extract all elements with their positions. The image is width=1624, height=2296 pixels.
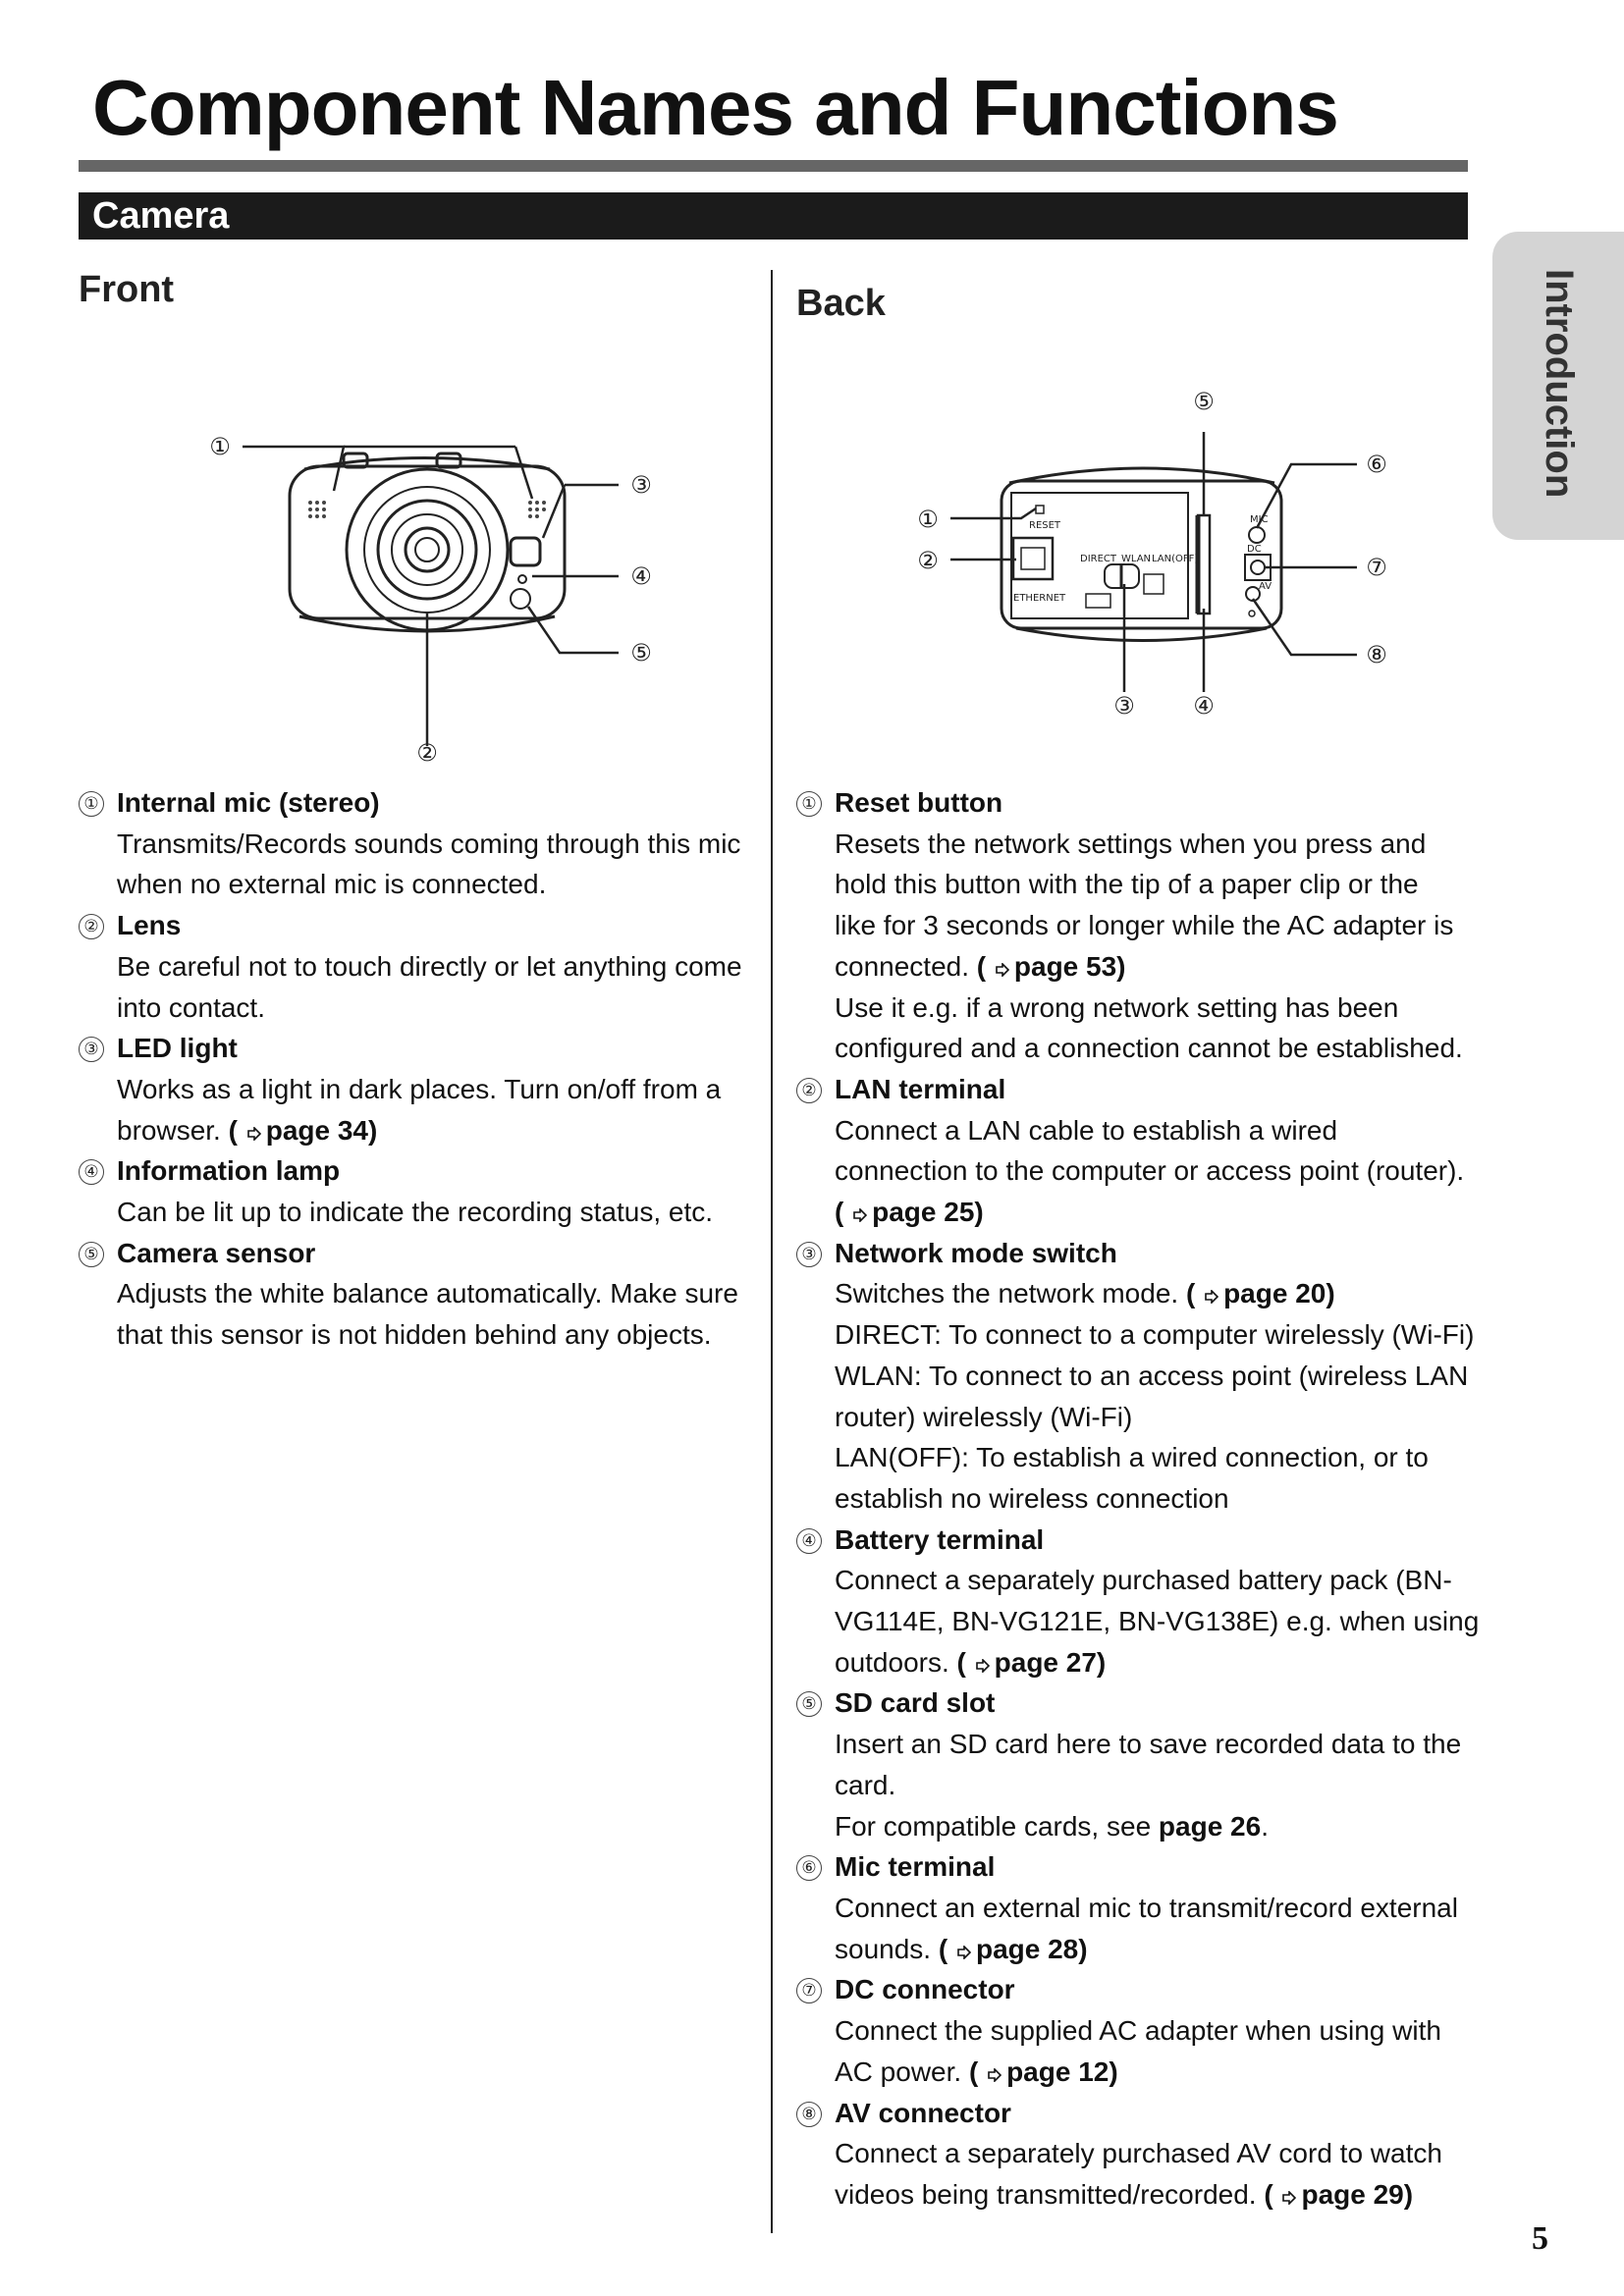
page-ref-link[interactable]: ( page 53) bbox=[976, 950, 1126, 982]
item-number: ⑦ bbox=[796, 1978, 822, 2003]
item-title: DC connector bbox=[835, 1974, 1015, 2005]
side-tab-label: Introduction bbox=[1538, 269, 1581, 499]
section-bar bbox=[79, 192, 1468, 240]
side-tab[interactable] bbox=[1492, 232, 1624, 540]
item-line: router) wirelessly (Wi-Fi) bbox=[835, 1401, 1133, 1432]
section-title: Camera bbox=[92, 195, 230, 237]
column-divider bbox=[771, 270, 773, 2233]
back-callout-4: ④ bbox=[1193, 692, 1215, 720]
item-number: ① bbox=[796, 791, 822, 817]
item-number: ④ bbox=[79, 1159, 104, 1185]
front-camera-diagram bbox=[187, 412, 677, 766]
item-line: Connect an external mic to transmit/record external bbox=[835, 1892, 1458, 1923]
item-title: Lens bbox=[117, 910, 182, 941]
item-line bbox=[835, 2052, 1484, 2093]
panel-label-direct: DIRECT bbox=[1080, 554, 1117, 564]
list-item bbox=[79, 905, 756, 1028]
front-leader-lines bbox=[243, 447, 619, 746]
back-heading: Back bbox=[796, 283, 886, 324]
item-line: Resets the network settings when you press and bbox=[835, 828, 1427, 859]
list-item bbox=[79, 1028, 756, 1150]
arrow-right-icon bbox=[1205, 1290, 1218, 1304]
panel-label-ethernet: ETHERNET bbox=[1013, 593, 1066, 604]
back-callout-3: ③ bbox=[1113, 692, 1135, 720]
item-number: ③ bbox=[79, 1037, 104, 1062]
page-ref-link[interactable]: ( page 29) bbox=[1264, 2178, 1414, 2210]
list-item bbox=[79, 1150, 756, 1232]
front-camera-body bbox=[290, 466, 565, 618]
front-heading: Front bbox=[79, 269, 175, 310]
item-number: ③ bbox=[796, 1242, 822, 1267]
page-ref: page 20 bbox=[1223, 1278, 1326, 1309]
page-ref-link[interactable]: ( page 25) bbox=[835, 1197, 984, 1228]
page-ref-link[interactable]: ( page 12) bbox=[968, 2056, 1118, 2087]
page-ref: page 34 bbox=[265, 1114, 368, 1146]
item-line: that this sensor is not hidden behind any objects. bbox=[117, 1319, 712, 1351]
mic-terminal bbox=[1249, 527, 1265, 543]
item-number: ⑥ bbox=[796, 1855, 822, 1881]
ref-prefix: Switches the network mode. bbox=[835, 1278, 1179, 1309]
item-line: like for 3 seconds or longer while the AC adapter is bbox=[835, 910, 1454, 941]
page-ref: page 25 bbox=[872, 1197, 975, 1228]
page-title: Component Names and Functions bbox=[92, 64, 1338, 151]
page-ref: page 28 bbox=[975, 1933, 1079, 1964]
list-item bbox=[796, 1069, 1484, 1233]
callout-4: ④ bbox=[630, 562, 652, 590]
list-item bbox=[79, 782, 756, 905]
item-number: ⑤ bbox=[79, 1242, 104, 1267]
arrow-right-icon bbox=[957, 1946, 971, 1959]
arrow-right-icon bbox=[988, 2068, 1001, 2082]
item-line: Be careful not to touch directly or let anything come bbox=[117, 950, 742, 982]
compat-suffix: . bbox=[1261, 1810, 1269, 1842]
callout-3: ③ bbox=[630, 471, 652, 499]
back-component-list bbox=[796, 782, 1484, 2216]
item-line bbox=[835, 1273, 1484, 1314]
item-line: LAN(OFF): To establish a wired connection, or to bbox=[835, 1442, 1429, 1473]
ref-prefix: AC power. bbox=[835, 2056, 962, 2087]
camera-sensor bbox=[511, 589, 530, 609]
item-title: LED light bbox=[117, 1033, 238, 1064]
item-number: ② bbox=[796, 1078, 822, 1103]
item-line: DIRECT: To connect to a computer wirelessly (Wi-Fi) bbox=[835, 1319, 1475, 1351]
arrow-right-icon bbox=[976, 1659, 990, 1673]
item-line: WLAN: To connect to an access point (wireless LAN bbox=[835, 1360, 1469, 1391]
item-title: Information lamp bbox=[117, 1155, 341, 1187]
item-line: hold this button with the tip of a paper clip or the bbox=[835, 869, 1419, 900]
arrow-right-icon bbox=[247, 1127, 261, 1141]
item-line: into contact. bbox=[117, 991, 265, 1023]
item-line: establish no wireless connection bbox=[835, 1482, 1229, 1514]
item-line: Can be lit up to indicate the recording status, etc. bbox=[117, 1197, 714, 1228]
page-ref: page 53 bbox=[1013, 950, 1117, 982]
reset-button bbox=[1036, 506, 1044, 513]
item-line bbox=[835, 1929, 1484, 1970]
page-ref: page 27 bbox=[994, 1646, 1097, 1678]
page-ref-link[interactable]: page 26 bbox=[1158, 1810, 1262, 1842]
arrow-right-icon bbox=[1282, 2191, 1296, 2205]
panel-label-wlan: WLAN bbox=[1121, 554, 1152, 564]
list-item bbox=[796, 1969, 1484, 2092]
item-line bbox=[835, 946, 1484, 988]
back-callout-2: ② bbox=[917, 547, 939, 574]
led-light bbox=[511, 538, 540, 565]
item-line bbox=[117, 1110, 756, 1151]
list-item bbox=[796, 1233, 1484, 1520]
item-title: Battery terminal bbox=[835, 1523, 1045, 1555]
compat-prefix: For compatible cards, see bbox=[835, 1810, 1159, 1842]
item-line: card. bbox=[835, 1769, 896, 1800]
list-item bbox=[796, 1846, 1484, 1969]
panel-label-reset: RESET bbox=[1029, 520, 1061, 531]
front-component-list bbox=[79, 782, 756, 1356]
panel-label-dc: DC bbox=[1247, 544, 1262, 555]
back-callout-6: ⑥ bbox=[1366, 451, 1387, 478]
list-item bbox=[796, 782, 1484, 1069]
item-title: Network mode switch bbox=[835, 1237, 1117, 1268]
item-number: ① bbox=[79, 791, 104, 817]
item-line: when no external mic is connected. bbox=[117, 869, 547, 900]
item-line: Connect a LAN cable to establish a wired bbox=[835, 1114, 1338, 1146]
back-callout-7: ⑦ bbox=[1366, 554, 1387, 581]
item-line bbox=[835, 1192, 1484, 1233]
ref-prefix: sounds. bbox=[835, 1933, 932, 1964]
item-line: Adjusts the white balance automatically. Make sure bbox=[117, 1278, 738, 1309]
item-line: Transmits/Records sounds coming through this mic bbox=[117, 828, 741, 859]
item-title: Internal mic (stereo) bbox=[117, 787, 380, 818]
item-line: Connect the supplied AC adapter when using with bbox=[835, 2015, 1441, 2047]
back-callout-8: ⑧ bbox=[1366, 641, 1387, 668]
callout-2: ② bbox=[416, 739, 438, 766]
panel-label-lan-off: LAN(OFF) bbox=[1152, 554, 1199, 564]
callout-1: ① bbox=[209, 433, 231, 460]
list-item bbox=[796, 2093, 1484, 2216]
item-line: VG114E, BN-VG121E, BN-VG138E) e.g. when using bbox=[835, 1606, 1480, 1637]
arrow-right-icon bbox=[996, 963, 1009, 977]
item-line: Insert an SD card here to save recorded data to the bbox=[835, 1729, 1462, 1760]
item-title: AV connector bbox=[835, 2097, 1011, 2128]
av-connector bbox=[1246, 587, 1260, 601]
ref-prefix: browser. bbox=[117, 1114, 221, 1146]
page-ref: page 12 bbox=[1006, 2056, 1110, 2087]
item-line: Connect a separately purchased battery pack (BN- bbox=[835, 1565, 1452, 1596]
list-item bbox=[796, 1520, 1484, 1683]
item-title: Reset button bbox=[835, 787, 1003, 818]
item-line bbox=[835, 2174, 1484, 2216]
item-number: ② bbox=[79, 914, 104, 939]
item-number: ⑧ bbox=[796, 2102, 822, 2127]
list-item bbox=[79, 1233, 756, 1356]
back-camera-diagram bbox=[903, 383, 1394, 736]
page-ref-link[interactable]: ( page 34) bbox=[228, 1114, 378, 1146]
ref-prefix: connected. bbox=[835, 950, 969, 982]
ref-prefix: outdoors. bbox=[835, 1646, 949, 1678]
panel-label-mic: MIC bbox=[1250, 514, 1269, 525]
item-number: ⑤ bbox=[796, 1691, 822, 1717]
lens-ring-outer bbox=[347, 469, 508, 630]
callout-5: ⑤ bbox=[630, 639, 652, 667]
item-line: Works as a light in dark places. Turn on/off from a bbox=[117, 1073, 722, 1104]
page-ref-link[interactable]: ( page 27) bbox=[956, 1646, 1107, 1678]
item-line: configured and a connection cannot be established. bbox=[835, 1033, 1463, 1064]
ref-prefix: videos being transmitted/recorded. bbox=[835, 2178, 1257, 2210]
panel-label-av: AV bbox=[1259, 581, 1272, 592]
item-title: SD card slot bbox=[835, 1687, 996, 1719]
title-rule bbox=[79, 160, 1468, 172]
page-ref-link[interactable]: ( page 20) bbox=[1185, 1278, 1335, 1309]
item-line: Connect a separately purchased AV cord to watch bbox=[835, 2138, 1442, 2169]
back-callout-5: ⑤ bbox=[1193, 388, 1215, 415]
item-title: LAN terminal bbox=[835, 1073, 1006, 1104]
item-line: Use it e.g. if a wrong network setting has been bbox=[835, 991, 1399, 1023]
information-lamp bbox=[518, 575, 526, 583]
back-callout-1: ① bbox=[917, 506, 939, 533]
page-number: 5 bbox=[1532, 2220, 1548, 2257]
list-item bbox=[796, 1682, 1484, 1846]
item-line bbox=[835, 1642, 1484, 1683]
arrow-right-icon bbox=[853, 1208, 867, 1222]
item-title: Camera sensor bbox=[117, 1237, 316, 1268]
lan-terminal bbox=[1013, 538, 1053, 579]
item-line bbox=[835, 1806, 1484, 1847]
item-number: ④ bbox=[796, 1528, 822, 1554]
item-title: Mic terminal bbox=[835, 1851, 996, 1883]
item-line: connection to the computer or access point (router). bbox=[835, 1155, 1465, 1187]
page-ref-link[interactable]: ( page 28) bbox=[938, 1933, 1088, 1964]
page-ref: page 29 bbox=[1301, 2178, 1404, 2210]
